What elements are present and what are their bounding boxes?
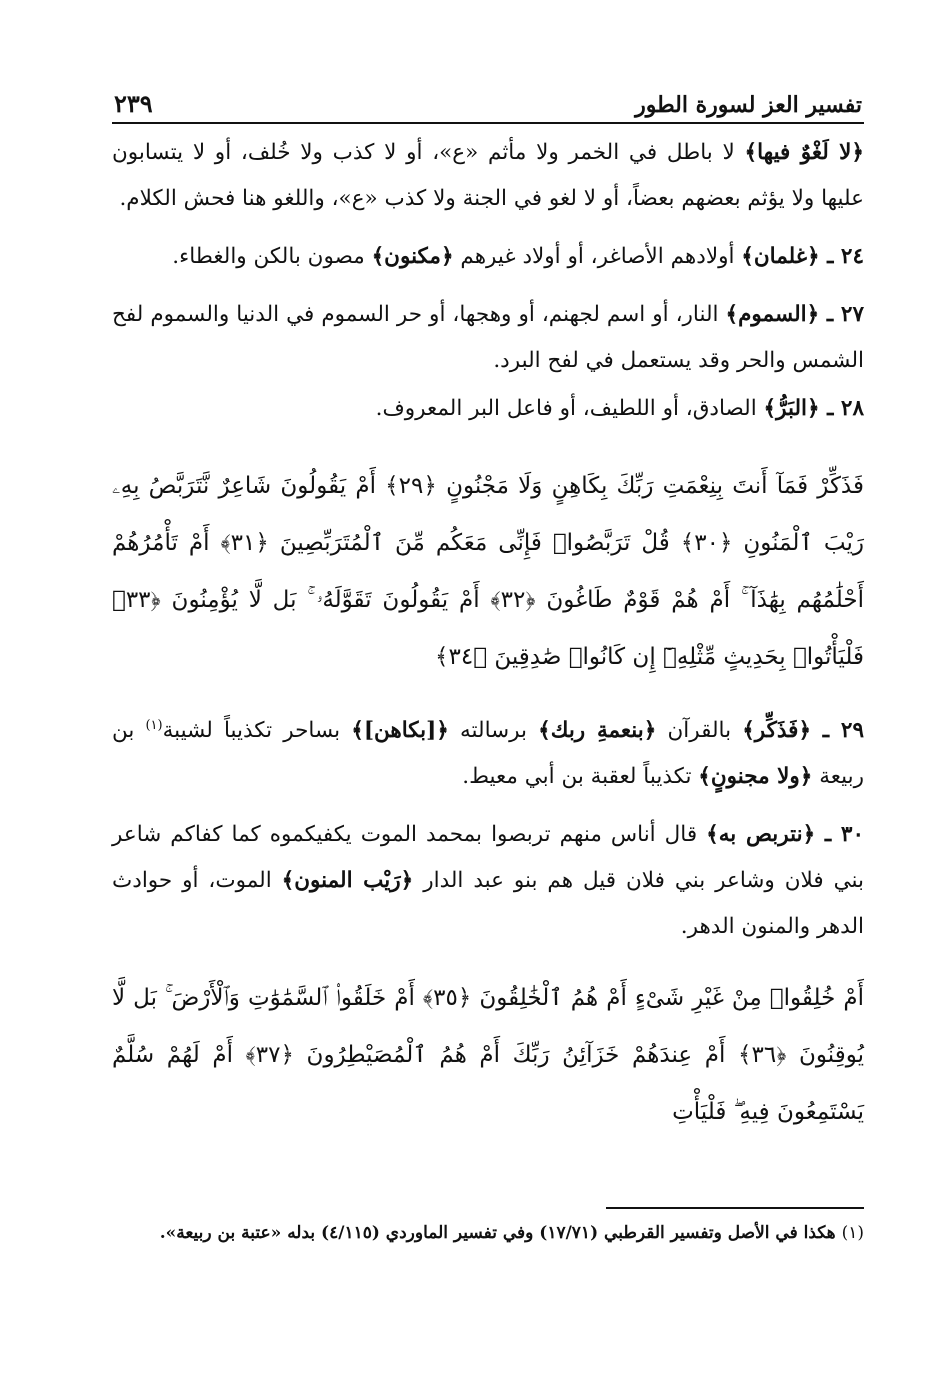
commentary-term: ٢٩ ـ ﴿فَذَكِّر﴾ bbox=[742, 718, 864, 743]
commentary-paragraph bbox=[112, 386, 864, 432]
page bbox=[112, 78, 864, 1251]
quran-verses-block: أَمْ خُلِقُوا۟ مِنْ غَيْرِ شَىْءٍ أَمْ هُمُ ٱلْخَٰلِقُونَ ﴿٣٥﴾ أَمْ خَلَقُوا۟ ٱلسَّمَٰوَٰتِ وَٱلْأَرْضَ ۚ بَل لَّا يُوقِنُونَ ﴿٣٦﴾ أَمْ عِندَهُمْ خَزَآئِنُ رَبِّكَ أَمْ هُمُ ٱلْمُصَيْطِرُونَ ﴿٣٧﴾ أَمْ لَهُمْ سُلَّمٌ يَسْتَمِعُونَ فِيهِ ۖ فَلْيَأْتِ bbox=[112, 985, 864, 1125]
commentary-text: قال أناس منهم تربصوا بمحمد الموت يكفيكموه كما كفاكم شاعر بني فلان وشاعر بني فلان قيل هم بنو عبد الدار bbox=[112, 822, 865, 893]
commentary-paragraph bbox=[112, 234, 864, 280]
commentary-text: بالقرآن bbox=[656, 718, 743, 743]
commentary-text: مصون بالكن والغطاء. bbox=[172, 244, 372, 269]
quran-verses-block: فَذَكِّرْ فَمَآ أَنتَ بِنِعْمَتِ رَبِّكَ بِكَاهِنٍ وَلَا مَجْنُونٍ ﴿٢٩﴾ أَمْ يَقُولُونَ شَاعِرٌ نَّتَرَبَّصُ بِهِۦ رَيْبَ ٱلْمَنُونِ ﴿٣٠﴾ قُلْ تَرَبَّصُوا۟ فَإِنِّى مَعَكُم مِّنَ ٱلْمُتَرَبِّصِينَ ﴿٣١﴾ أَمْ تَأْمُرُهُمْ أَحْلَٰمُهُم بِهَٰذَآ ۚ أَمْ هُمْ قَوْمٌ طَاغُونَ ﴿٣٢﴾ أَمْ يَقُولُونَ تَقَوَّلَهُۥ ۚ بَل لَّا يُؤْمِنُونَ ﴿٣٣﴾ فَلْيَأْتُوا۟ بِحَدِيثٍ مِّثْلِهِۦٓ إِن كَانُوا۟ صَٰدِقِينَ ﴿٣٤﴾ bbox=[112, 473, 864, 670]
footnote bbox=[112, 1215, 864, 1251]
commentary-text: برسالته bbox=[448, 718, 539, 743]
commentary-paragraph bbox=[112, 812, 864, 950]
commentary-term: ٣٠ ـ ﴿نتربص به﴾ bbox=[706, 822, 864, 847]
footnote-marker: (١) bbox=[841, 1223, 864, 1243]
commentary-text: بن ربيعة bbox=[112, 718, 864, 789]
commentary-text: الصادق، أو اللطيف، أو فاعل البر المعروف. bbox=[375, 396, 764, 421]
commentary-text: أولادهم الأصاغر، أو أولاد غيرهم bbox=[453, 244, 742, 269]
commentary-term: ﴿ولا مجنونٍ﴾ bbox=[698, 764, 813, 789]
commentary-paragraph bbox=[112, 292, 864, 384]
page-number: ٢٣٩ bbox=[114, 89, 153, 118]
commentary-term: ﴿لا لَغْوٌ فيها﴾ bbox=[744, 140, 864, 165]
commentary-text: تكذيباً لعقبة بن أبي معيط. bbox=[462, 764, 699, 789]
commentary-paragraph bbox=[112, 708, 864, 800]
commentary-term: ٢٧ ـ ﴿السموم﴾ bbox=[725, 302, 864, 327]
commentary-term: ﴿رَيْب المنون﴾ bbox=[281, 868, 414, 893]
running-title: تفسير العز لسورة الطور bbox=[635, 92, 862, 118]
commentary-text: النار، أو اسم لجهنم، أو وهجها، أو حر السموم في الدنيا والسموم لفح الشمس والحر وقد يستعمل في لفح البرد. bbox=[112, 302, 864, 373]
footnote-reference: (١) bbox=[145, 717, 163, 733]
commentary-text: بساحر تكذيباً لشيبة bbox=[162, 718, 352, 743]
footnote-text: هكذا في الأصل وتفسير القرطبي (١٧/٧١) وفي تفسير الماوردي (٤/١١٥) بدله «عتبة بن ربيعة». bbox=[159, 1223, 842, 1243]
commentary-text: لا باطل في الخمر ولا مأثم «ع»، أو لا كذب ولا خُلف، أو لا يتسابون عليها ولا يؤثم بعضهم بعضاً، أو لا لغو في الجنة ولا كذب «ع»، واللغو هنا فحش الكلام. bbox=[112, 140, 864, 211]
commentary-text: الموت، أو حوادث الدهر والمنون الدهر. bbox=[112, 868, 864, 939]
commentary-term: ﴿بنعمةِ ربك﴾ bbox=[538, 718, 657, 743]
commentary-term: ٢٨ ـ ﴿البَرُّ﴾ bbox=[763, 396, 864, 421]
page-header bbox=[112, 78, 864, 124]
commentary-term: ٢٤ ـ ﴿غلمان﴾ bbox=[741, 244, 864, 269]
footnote-divider bbox=[606, 1207, 864, 1209]
commentary-paragraph bbox=[112, 130, 864, 222]
commentary-term: ﴿مكنون﴾ bbox=[371, 244, 454, 269]
commentary-term: ﴿[بكاهن]﴾ bbox=[351, 718, 449, 743]
